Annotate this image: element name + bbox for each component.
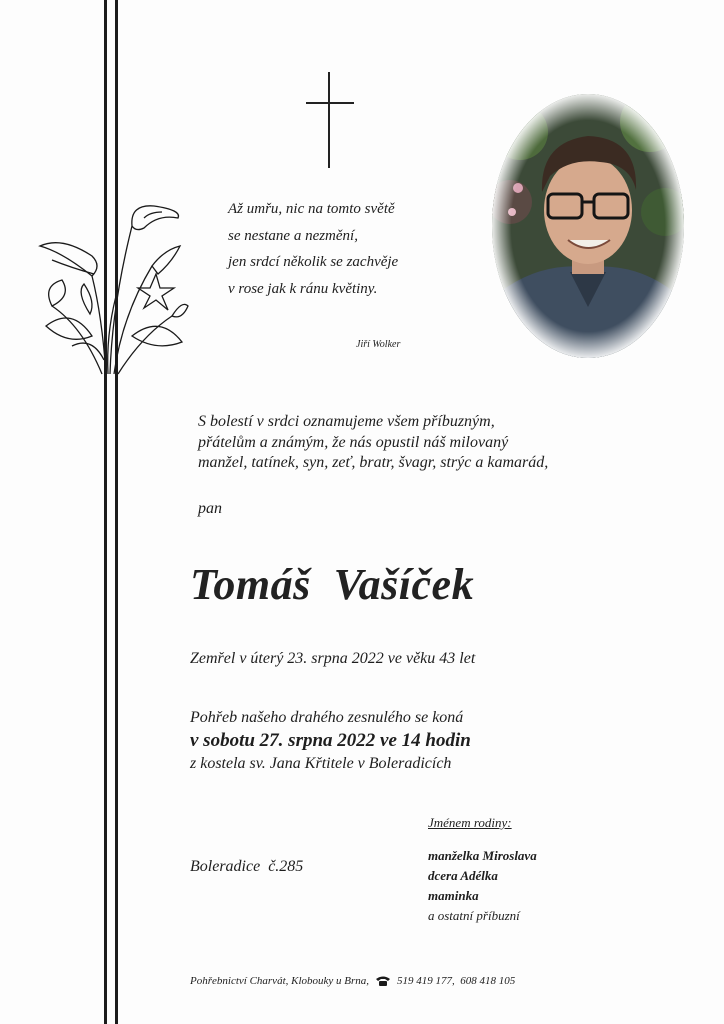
- funeral-place: z kostela sv. Jana Křtitele v Boleradicích: [190, 755, 452, 772]
- phone-numbers: 519 419 177, 608 418 105: [397, 975, 516, 987]
- poem-author: Jiří Wolker: [356, 339, 401, 350]
- poem: [228, 196, 398, 302]
- funeral-date: v sobotu 27. srpna 2022 ve 14 hodin: [190, 730, 471, 751]
- announcement-line: přátelům a známým, že nás opustil náš milovaný: [198, 433, 509, 451]
- left-border-line-1: [104, 0, 107, 1024]
- family-list: [428, 846, 537, 926]
- calla-lily-illustration: [32, 196, 190, 376]
- poem-line: se nestane a nezmění,: [228, 227, 358, 244]
- death-info: Zemřel v úterý 23. srpna 2022 ve věku 43 let: [190, 650, 476, 667]
- announcement-text: [198, 412, 548, 474]
- family-member: maminka: [428, 888, 479, 903]
- announcement-line: manžel, tatínek, syn, zeť, bratr, švagr, strýc a kamarád,: [198, 454, 549, 471]
- poem-line: Až umřu, nic na tomto světě: [228, 201, 395, 217]
- footer: [190, 975, 515, 987]
- poem-line: jen srdcí několik se zachvěje: [228, 254, 399, 270]
- deceased-name: Tomáš Vašíček: [190, 560, 475, 609]
- funeral-line-1: Pohřeb našeho drahého zesnulého se koná: [190, 709, 464, 726]
- cross-icon: [306, 72, 354, 168]
- poem-line: v rose jak k ránu květiny.: [228, 280, 378, 297]
- funeral-company: Pohřebnictví Charvát, Klobouky u Brna,: [190, 975, 370, 987]
- portrait-photo: [490, 92, 686, 360]
- family-others: a ostatní příbuzní: [428, 908, 520, 923]
- address: Boleradice č.285: [190, 858, 304, 875]
- phone-icon: [375, 975, 391, 987]
- honorific: pan: [198, 500, 222, 517]
- funeral-info: [190, 706, 471, 775]
- family-member: manželka Miroslava: [428, 848, 537, 863]
- left-border-line-2: [115, 0, 118, 1024]
- family-member: dcera Adélka: [428, 868, 498, 883]
- family-heading: Jménem rodiny:: [428, 815, 512, 830]
- announcement-line: S bolestí v srdci oznamujeme všem příbuzným,: [198, 413, 495, 430]
